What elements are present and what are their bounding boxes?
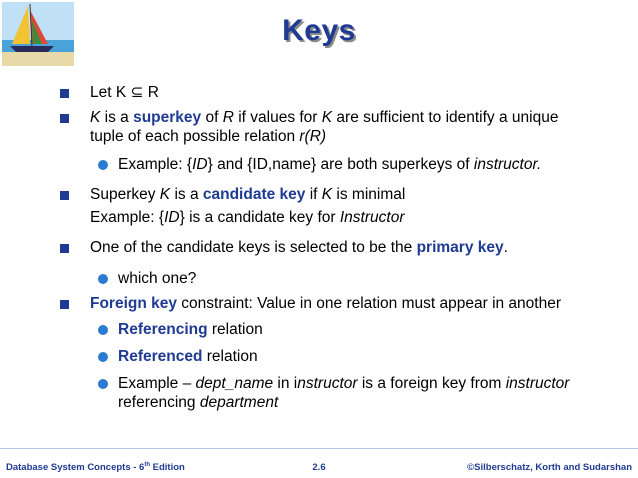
text: which one? — [118, 270, 197, 287]
term-referenced: Referenced — [118, 348, 203, 365]
text: Edition — [150, 462, 185, 474]
square-bullet-icon — [60, 191, 69, 200]
var-r: R — [222, 109, 234, 126]
bullet-superkey-line2 — [90, 127, 326, 146]
square-bullet-icon — [60, 300, 69, 309]
term-candidate-key: candidate key — [202, 186, 306, 203]
bullet-let-k — [90, 83, 159, 102]
text: is a foreign key from — [357, 375, 506, 392]
subset-symbol: ⊆ — [130, 84, 144, 101]
footer-copyright: ©Silberschatz, Korth and Sudarshan — [467, 462, 632, 473]
var-k: K — [321, 186, 333, 203]
text: tuple of each possible relation — [90, 128, 300, 145]
text: of — [201, 109, 223, 126]
text: Superkey — [90, 186, 160, 203]
round-bullet-icon — [98, 379, 108, 389]
round-bullet-icon — [98, 352, 108, 362]
var-department: department — [199, 394, 279, 411]
term-superkey: superkey — [133, 109, 202, 126]
sub-referenced — [118, 347, 258, 366]
bullet-superkey-line1 — [90, 108, 558, 127]
text: is a — [100, 109, 134, 126]
round-bullet-icon — [98, 325, 108, 335]
text: } and {ID,name} are both superkeys of — [207, 156, 474, 173]
text: is minimal — [332, 186, 406, 203]
term-foreign-key: Foreign key — [90, 295, 177, 312]
superscript: th — [144, 462, 151, 468]
sub-which-one — [118, 269, 196, 288]
text: One of the candidate keys is selected to be the — [90, 239, 417, 256]
var-k: K — [90, 109, 101, 126]
round-bullet-icon — [98, 160, 108, 170]
text: is a — [170, 186, 203, 203]
text: are sufficient to identify a unique — [332, 109, 559, 126]
bullet-primary-key — [90, 238, 508, 257]
text: Database System Concepts - 6 — [6, 462, 145, 474]
var-instructor: instructor — [505, 375, 570, 392]
text: R — [143, 84, 159, 101]
square-bullet-icon — [60, 114, 69, 123]
text: referencing — [118, 394, 200, 411]
var-dept-name: dept_name — [195, 375, 274, 392]
footer-divider — [0, 448, 638, 449]
var-instructor: Instructor — [339, 209, 405, 226]
text: Example: { — [118, 156, 193, 173]
var-instructor: instructor. — [473, 156, 542, 173]
sub-example-foreign-line2 — [118, 393, 278, 412]
var-instructor: nstructor — [297, 375, 358, 392]
text: Let K — [90, 84, 131, 101]
bullet-candidate-key-line2 — [90, 208, 404, 227]
text: if values for — [233, 109, 322, 126]
text: relation — [202, 348, 258, 365]
text: relation — [207, 321, 263, 338]
var-k: K — [321, 109, 333, 126]
text: } is a candidate key for — [179, 209, 340, 226]
footer-page-number: 2.6 — [312, 462, 326, 473]
bullet-foreign-key — [90, 294, 561, 313]
text: . — [503, 239, 508, 256]
bullet-candidate-key-line1 — [90, 185, 405, 204]
sub-example-foreign-line1 — [118, 374, 569, 393]
text: if — [305, 186, 322, 203]
text: constraint: Value in one relation must appear in another — [177, 295, 562, 312]
term-referencing: Referencing — [118, 321, 208, 338]
square-bullet-icon — [60, 244, 69, 253]
var-rr: r(R) — [299, 128, 327, 145]
var-k: K — [159, 186, 171, 203]
slide-title: Keys — [282, 14, 356, 47]
term-primary-key: primary key — [416, 239, 504, 256]
sub-example-superkeys — [118, 155, 541, 174]
round-bullet-icon — [98, 274, 108, 284]
square-bullet-icon — [60, 89, 69, 98]
var-id: ID — [192, 156, 208, 173]
sub-referencing — [118, 320, 263, 339]
var-id: ID — [164, 209, 180, 226]
text: Example – — [118, 375, 196, 392]
text: in i — [273, 375, 298, 392]
text: Example: { — [90, 209, 165, 226]
